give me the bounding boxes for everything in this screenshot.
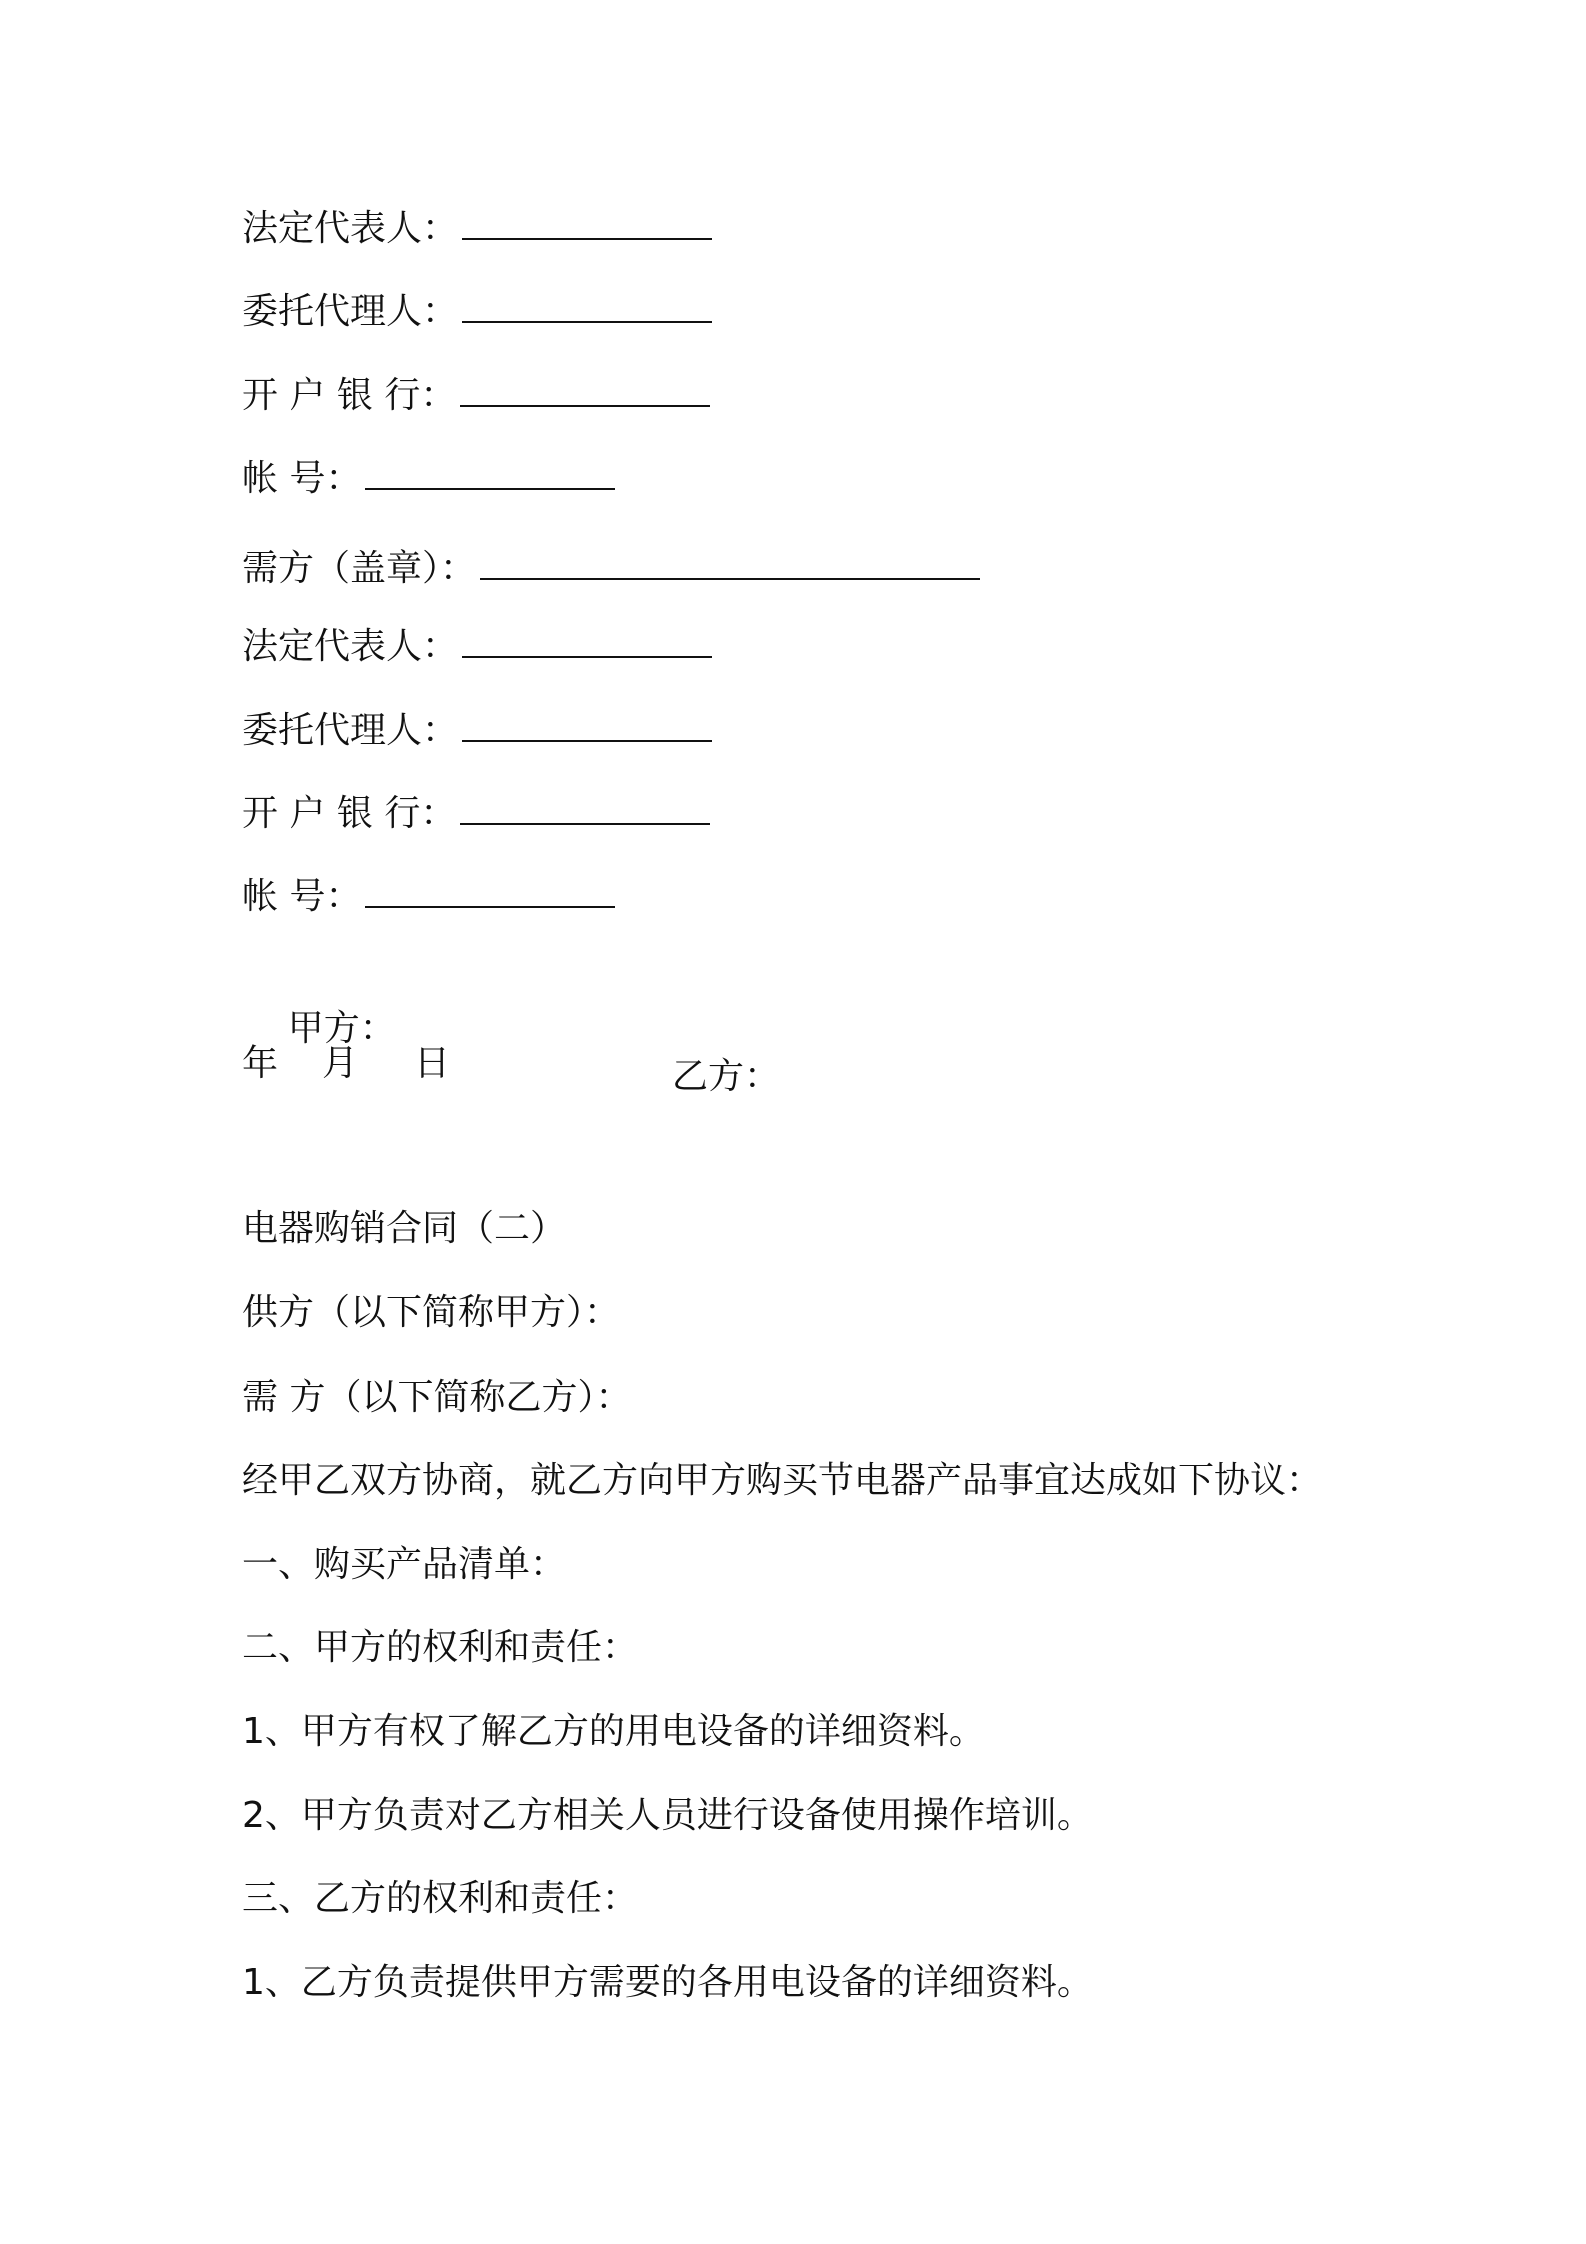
section-2-item-1: 1、甲方有权了解乙方的用电设备的详细资料。 — [242, 1711, 985, 1752]
account-label: 帐 号： — [242, 458, 362, 499]
section-3-heading: 三、乙方的权利和责任： — [242, 1878, 639, 1919]
party-b-label: 乙方： — [672, 1056, 781, 1097]
bank-line-1 — [242, 372, 710, 420]
agent-blank[interactable] — [462, 289, 712, 323]
section-2-heading: 二、甲方的权利和责任： — [242, 1627, 639, 1668]
account-blank[interactable] — [365, 874, 615, 908]
bank-blank[interactable] — [460, 791, 710, 825]
intro-paragraph: 经甲乙双方协商，就乙方向甲方购买节电器产品事宜达成如下协议： — [242, 1460, 1323, 1501]
section-3-item-1: 1、乙方负责提供甲方需要的各用电设备的详细资料。 — [242, 1962, 1093, 2003]
account-blank[interactable] — [365, 456, 615, 490]
buyer-seal-label: 需方（盖章）： — [242, 548, 477, 589]
date-day: 日 — [414, 1043, 451, 1084]
account-label: 帐 号： — [242, 876, 362, 917]
agent-line-2 — [242, 707, 712, 755]
date-line — [242, 1040, 450, 1088]
bank-blank[interactable] — [460, 373, 710, 407]
legal-rep-line-1 — [242, 205, 712, 253]
buyer-line: 需 方（以下简称乙方）： — [242, 1377, 632, 1418]
party-a-label: 甲方： — [287, 1008, 396, 1049]
supplier-line: 供方（以下简称甲方）： — [242, 1292, 621, 1333]
section-1-heading: 一、购买产品清单： — [242, 1544, 567, 1585]
agent-blank[interactable] — [462, 708, 712, 742]
date-year: 年 — [242, 1043, 279, 1084]
date-month: 月 — [322, 1043, 359, 1084]
agent-line-1 — [242, 288, 712, 336]
section-2-item-2: 2、甲方负责对乙方相关人员进行设备使用操作培训。 — [242, 1795, 1093, 1836]
buyer-seal-blank[interactable] — [480, 546, 980, 580]
agent-label: 委托代理人： — [242, 291, 459, 332]
legal-rep-blank[interactable] — [462, 624, 712, 658]
legal-rep-blank[interactable] — [462, 206, 712, 240]
buyer-seal-line — [242, 545, 980, 593]
account-line-2 — [242, 873, 615, 921]
agent-label: 委托代理人： — [242, 710, 459, 751]
legal-rep-label: 法定代表人： — [242, 626, 459, 667]
legal-rep-line-2 — [242, 623, 712, 671]
legal-rep-label: 法定代表人： — [242, 208, 459, 249]
account-line-1 — [242, 455, 615, 503]
bank-line-2 — [242, 790, 710, 838]
contract-title: 电器购销合同（二） — [242, 1208, 567, 1249]
bank-label: 开 户 银 行： — [242, 375, 457, 416]
bank-label: 开 户 银 行： — [242, 793, 457, 834]
